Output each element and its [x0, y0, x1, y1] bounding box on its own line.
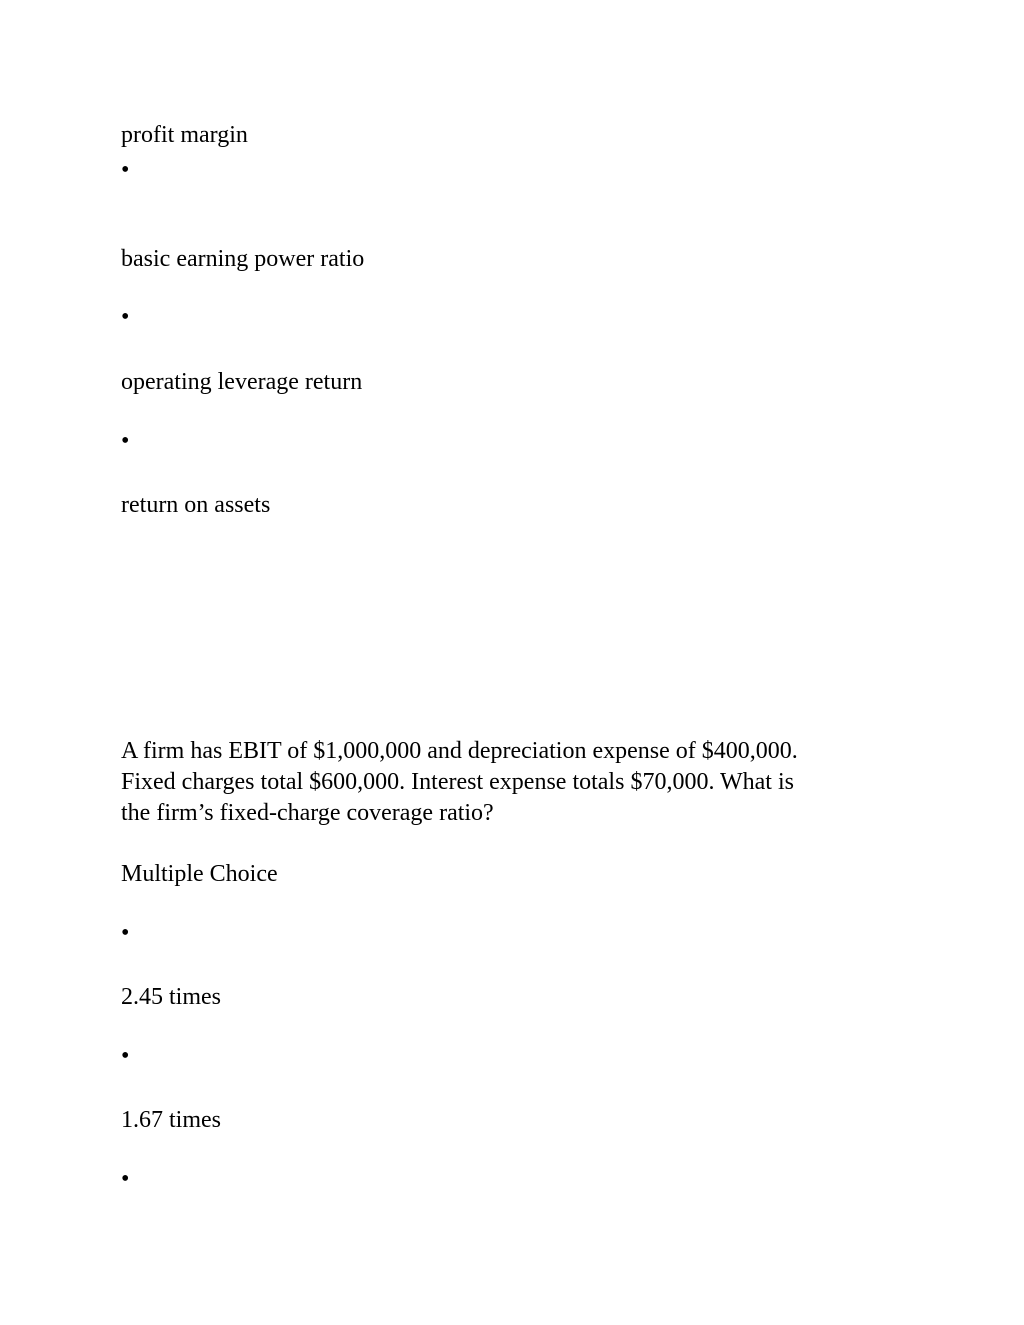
option-return-on-assets: return on assets [121, 492, 271, 518]
bullet: • [121, 304, 130, 330]
bullet: • [121, 428, 130, 454]
option-2-45-times: 2.45 times [121, 984, 221, 1010]
question-type-label: Multiple Choice [121, 861, 278, 887]
bullet: • [121, 1166, 130, 1192]
option-profit-margin: profit margin [121, 122, 248, 148]
bullet: • [121, 1043, 130, 1069]
option-1-67-times: 1.67 times [121, 1107, 221, 1133]
question-line-2: Fixed charges total $600,000. Interest expense totals $70,000. What is [121, 769, 794, 795]
bullet: • [121, 157, 130, 183]
option-basic-earning-power-ratio: basic earning power ratio [121, 246, 365, 272]
bullet: • [121, 920, 130, 946]
option-operating-leverage-return: operating leverage return [121, 369, 363, 395]
question-line-1: A firm has EBIT of $1,000,000 and depreciation expense of $400,000. [121, 738, 798, 764]
question-text [121, 736, 921, 829]
question-line-3: the firm’s fixed-charge coverage ratio? [121, 800, 494, 826]
